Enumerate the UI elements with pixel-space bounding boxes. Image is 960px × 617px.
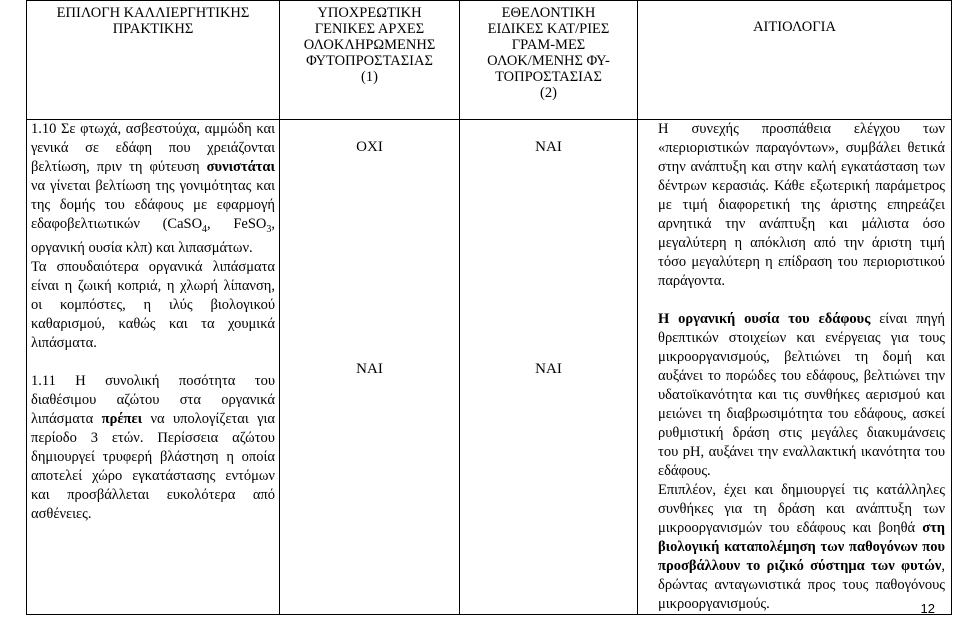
- justification-emphasis: στη βιολογική καταπολέμηση των παθογόνων που προσβάλλουν το ριζικό σύστημα των φυτών: [658, 520, 945, 574]
- practice-text: να υπολογίζεται για περίοδο 3 ετών. Περίσσεια αζώτου δημιουργεί τρυφερή βλάστηση η οποία αποτελεί χώρο εγκατάστασης εντόμων και προσβάλλεται ευκολότερα από ασθένειες.: [31, 410, 275, 522]
- header-voluntary: [460, 1, 638, 120]
- header-voluntary-line: ΓΡΑΜ-ΜΕΣ: [511, 37, 586, 53]
- practice-emphasis: συνιστάται: [206, 159, 275, 175]
- justification-text: είναι πηγή θρεπτικών στοιχείων και ενέργειας για τους μικροοργανισμούς, βελτιώνει τη δομή και αυξάνει το πορώδες του εδάφους, βελτιώνει την υδατοϊκανότητα και τις συνθήκες αερισμού και μειώνει τη διαβρωσιμότητα του εδάφους, ασκεί ρυθμιστική δράση στις μεγάλες διακυμάνσεις του pH, αυξάνει την εναλλακτική ικανότητα του εδάφους.: [658, 311, 945, 479]
- justification-cell: [638, 120, 952, 615]
- page-number: 12: [920, 601, 935, 616]
- justification-emphasis: Η οργανική ουσία του εδάφους: [658, 311, 871, 327]
- header-voluntary-line: ΟΛΟΚ/ΜΕΝΗΣ ΦΥ-: [487, 53, 610, 69]
- spacer: [31, 353, 275, 372]
- header-mandatory-line: (1): [361, 69, 378, 85]
- spacer: [658, 291, 945, 310]
- practice-text: 1.11 Η συνολική ποσότητα του διαθέσιμου αζώτου στα οργανικά λιπάσματα: [31, 372, 275, 427]
- practice-text: να γίνεται βελτίωση της γονιμότητας και της δομής του εδάφους με εφαρμογή εδαφοβελτιωτικών (CaSO: [31, 178, 275, 232]
- header-mandatory-line: ΓΕΝΙΚΕΣ ΑΡΧΕΣ: [314, 21, 425, 37]
- row1-voluntary-value: ΝΑΙ: [535, 139, 562, 155]
- body-row: [27, 120, 952, 615]
- justification-text: , δρώντας ανταγωνιστικά προς τους παθογόνους μικροοργανισμούς.: [658, 558, 945, 612]
- justification-paragraph-1: Η συνεχής προσπάθεια ελέγχου των «περιοριστικών παραγόντων», συμβάλει θετικά στην ανάπτυξη και στην καλή εγκατάσταση των δέντρων κερασιάς. Κάθε εξωτερική παράμετρος με τιμή διαφορετική της άριστης επηρεάζει αρνητικά την ανάπτυξη και μάλιστα όσο μεγαλύτερη η απόκλιση από την άριστη τιμή τόσο μεγαλύτερη η επίδραση του περιοριστικού παράγοντα.: [658, 121, 945, 289]
- header-voluntary-line: ΕΘΕΛΟΝΤΙΚΗ: [501, 5, 596, 21]
- practice-text: , FeSO: [207, 216, 267, 232]
- practices-table: [26, 0, 952, 615]
- practice-paragraph-1: [31, 120, 275, 258]
- header-practice-line: ΕΠΙΛΟΓΗ ΚΑΛΛΙΕΡΓΗΤΙΚΗΣ: [56, 5, 250, 21]
- justification-paragraph-2: [658, 310, 945, 481]
- row2-mandatory-value: ΝΑΙ: [356, 361, 383, 377]
- voluntary-cell: [460, 120, 638, 615]
- header-voluntary-line: ΕΙΔΙΚΕΣ ΚΑΤ/ΡΙΕΣ: [487, 21, 610, 37]
- header-voluntary-line: ΤΟΠΡΟΣΤΑΣΙΑΣ: [495, 69, 602, 85]
- practice-text: 1.10 Σε φτωχά, ασβεστούχα, αμμώδη και γενικά σε εδάφη που χρειάζονται βελτίωση, πριν τη φύτευση: [31, 121, 275, 175]
- justification-paragraph-3: [658, 481, 945, 614]
- row2-voluntary-value: ΝΑΙ: [535, 361, 562, 377]
- practice-paragraph-3: [31, 372, 275, 524]
- practice-cell: [27, 120, 280, 615]
- justification-text: Επιπλέον, έχει και δημιουργεί τις κατάλληλες συνθήκες για τη δράση και ανάπτυξη των μικροοργανισμών του εδάφους και βοηθά: [658, 482, 945, 536]
- header-voluntary-line: (2): [540, 85, 557, 101]
- subscript: 4: [202, 223, 208, 235]
- practice-paragraph-2: Τα σπουδαιότερα οργανικά λιπάσματα είναι η ζωική κοπριά, η χλωρή λίπανση, οι κομπόστες, η ιλύς βιολογικού καθαρισμού, καθώς και τα χουμικά λιπάσματα.: [31, 258, 275, 351]
- subscript: 3: [266, 223, 272, 235]
- header-row: [27, 1, 952, 120]
- practice-emphasis: πρέπει: [101, 410, 143, 427]
- header-mandatory-line: ΟΛΟΚΛΗΡΩΜΕΝΗΣ: [303, 37, 436, 53]
- row1-mandatory-value: ΟΧΙ: [356, 139, 383, 155]
- header-mandatory-line: ΦΥΤΟΠΡΟΣΤΑΣΙΑΣ: [306, 53, 433, 69]
- header-mandatory: [280, 1, 460, 120]
- header-justification-text: ΑΙΤΙΟΛΟΓΙΑ: [753, 19, 836, 35]
- header-practice: [27, 1, 280, 120]
- header-justification: [638, 1, 952, 120]
- mandatory-cell: [280, 120, 460, 615]
- practice-text: , οργανική ουσία κλπ) και λιπασμάτων.: [31, 216, 275, 256]
- header-practice-line: ΠΡΑΚΤΙΚΗΣ: [112, 21, 194, 37]
- header-mandatory-line: ΥΠΟΧΡΕΩΤΙΚΗ: [317, 5, 422, 21]
